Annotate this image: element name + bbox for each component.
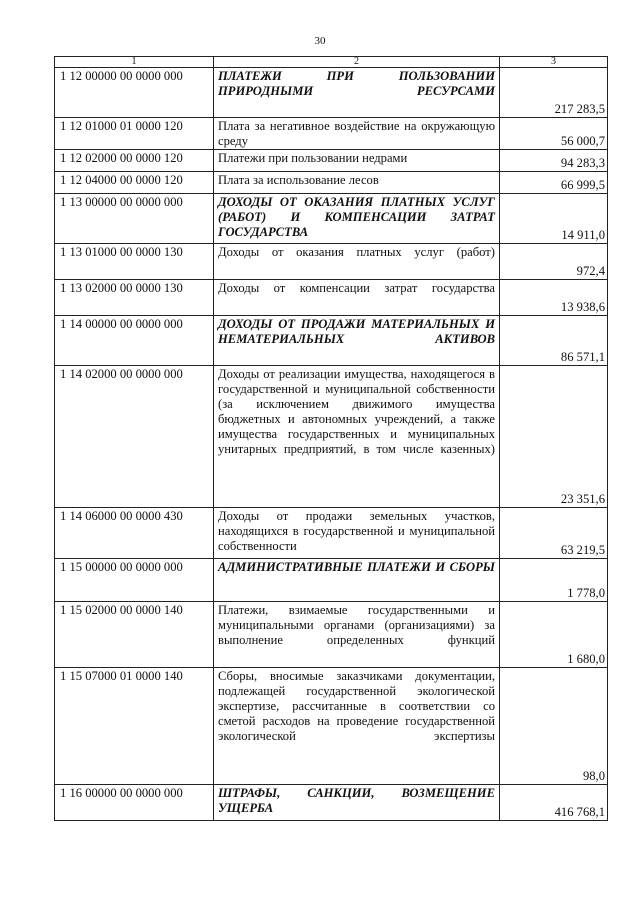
row-value: 14 911,0	[500, 194, 608, 244]
row-value: 1 680,0	[500, 602, 608, 668]
table-row	[55, 118, 608, 150]
row-code: 1 14 06000 00 0000 430	[55, 508, 214, 559]
table-row	[55, 785, 608, 821]
page-number: 30	[314, 35, 326, 47]
row-name: Платежи при пользовании недрами	[214, 150, 500, 172]
row-name: ШТРАФЫ, САНКЦИИ, ВОЗМЕЩЕНИЕ УЩЕРБА	[214, 785, 500, 821]
row-code: 1 14 02000 00 0000 000	[55, 366, 214, 508]
row-value: 98,0	[500, 668, 608, 785]
row-name: Плата за использование лесов	[214, 172, 500, 194]
row-value: 23 351,6	[500, 366, 608, 508]
row-value: 94 283,3	[500, 150, 608, 172]
row-code: 1 13 01000 00 0000 130	[55, 244, 214, 280]
row-value: 66 999,5	[500, 172, 608, 194]
row-name: Доходы от реализации имущества, находящегося в государственной и муниципальной собственности (за исключением движимого имущества бюджетных и автономных учреждений, а также имущества государственных и муниципальных унитарных предприятий, в том числе казенных)	[214, 366, 500, 508]
table-row	[55, 316, 608, 366]
row-code: 1 15 00000 00 0000 000	[55, 559, 214, 602]
row-name: АДМИНИСТРАТИВНЫЕ ПЛАТЕЖИ И СБОРЫ	[214, 559, 500, 602]
row-code: 1 15 02000 00 0000 140	[55, 602, 214, 668]
row-value: 972,4	[500, 244, 608, 280]
table-row	[55, 244, 608, 280]
row-value: 86 571,1	[500, 316, 608, 366]
row-value: 13 938,6	[500, 280, 608, 316]
row-value: 63 219,5	[500, 508, 608, 559]
row-name: Сборы, вносимые заказчиками документации, подлежащей государственной экологической экспертизе, рассчитанные в соответствии со сметой расходов на проведение государственной экологической экспертизы	[214, 668, 500, 785]
row-value: 217 283,5	[500, 68, 608, 118]
row-name: Доходы от оказания платных услуг (работ)	[214, 244, 500, 280]
row-code: 1 15 07000 01 0000 140	[55, 668, 214, 785]
table-row	[55, 194, 608, 244]
row-name: ДОХОДЫ ОТ ОКАЗАНИЯ ПЛАТНЫХ УСЛУГ (РАБОТ) И КОМПЕНСАЦИИ ЗАТРАТ ГОСУДАРСТВА	[214, 194, 500, 244]
row-code: 1 14 00000 00 0000 000	[55, 316, 214, 366]
row-code: 1 12 02000 00 0000 120	[55, 150, 214, 172]
row-code: 1 16 00000 00 0000 000	[55, 785, 214, 821]
row-name: Платежи, взимаемые государственными и муниципальными органами (организациями) за выполнение определенных функций	[214, 602, 500, 668]
row-name: Плата за негативное воздействие на окружающую среду	[214, 118, 500, 150]
row-name: ПЛАТЕЖИ ПРИ ПОЛЬЗОВАНИИ ПРИРОДНЫМИ РЕСУРСАМИ	[214, 68, 500, 118]
row-value: 1 778,0	[500, 559, 608, 602]
table-row	[55, 150, 608, 172]
table-header-row	[55, 57, 608, 68]
column-header-name: 2	[214, 57, 500, 68]
table-row	[55, 366, 608, 508]
column-header-value: 3	[500, 57, 608, 68]
row-code: 1 12 01000 01 0000 120	[55, 118, 214, 150]
revenue-table	[54, 56, 608, 821]
row-code: 1 12 04000 00 0000 120	[55, 172, 214, 194]
row-value: 56 000,7	[500, 118, 608, 150]
table-row	[55, 508, 608, 559]
row-value: 416 768,1	[500, 785, 608, 821]
column-header-code: 1	[55, 57, 214, 68]
table-body	[55, 68, 608, 821]
table-row	[55, 280, 608, 316]
row-name: Доходы от продажи земельных участков, находящихся в государственной и муниципальной собственности	[214, 508, 500, 559]
row-name: ДОХОДЫ ОТ ПРОДАЖИ МАТЕРИАЛЬНЫХ И НЕМАТЕРИАЛЬНЫХ АКТИВОВ	[214, 316, 500, 366]
table-row	[55, 668, 608, 785]
table-row	[55, 602, 608, 668]
row-code: 1 12 00000 00 0000 000	[55, 68, 214, 118]
row-code: 1 13 00000 00 0000 000	[55, 194, 214, 244]
row-name: Доходы от компенсации затрат государства	[214, 280, 500, 316]
row-code: 1 13 02000 00 0000 130	[55, 280, 214, 316]
table-row	[55, 68, 608, 118]
table-row	[55, 559, 608, 602]
table-row	[55, 172, 608, 194]
